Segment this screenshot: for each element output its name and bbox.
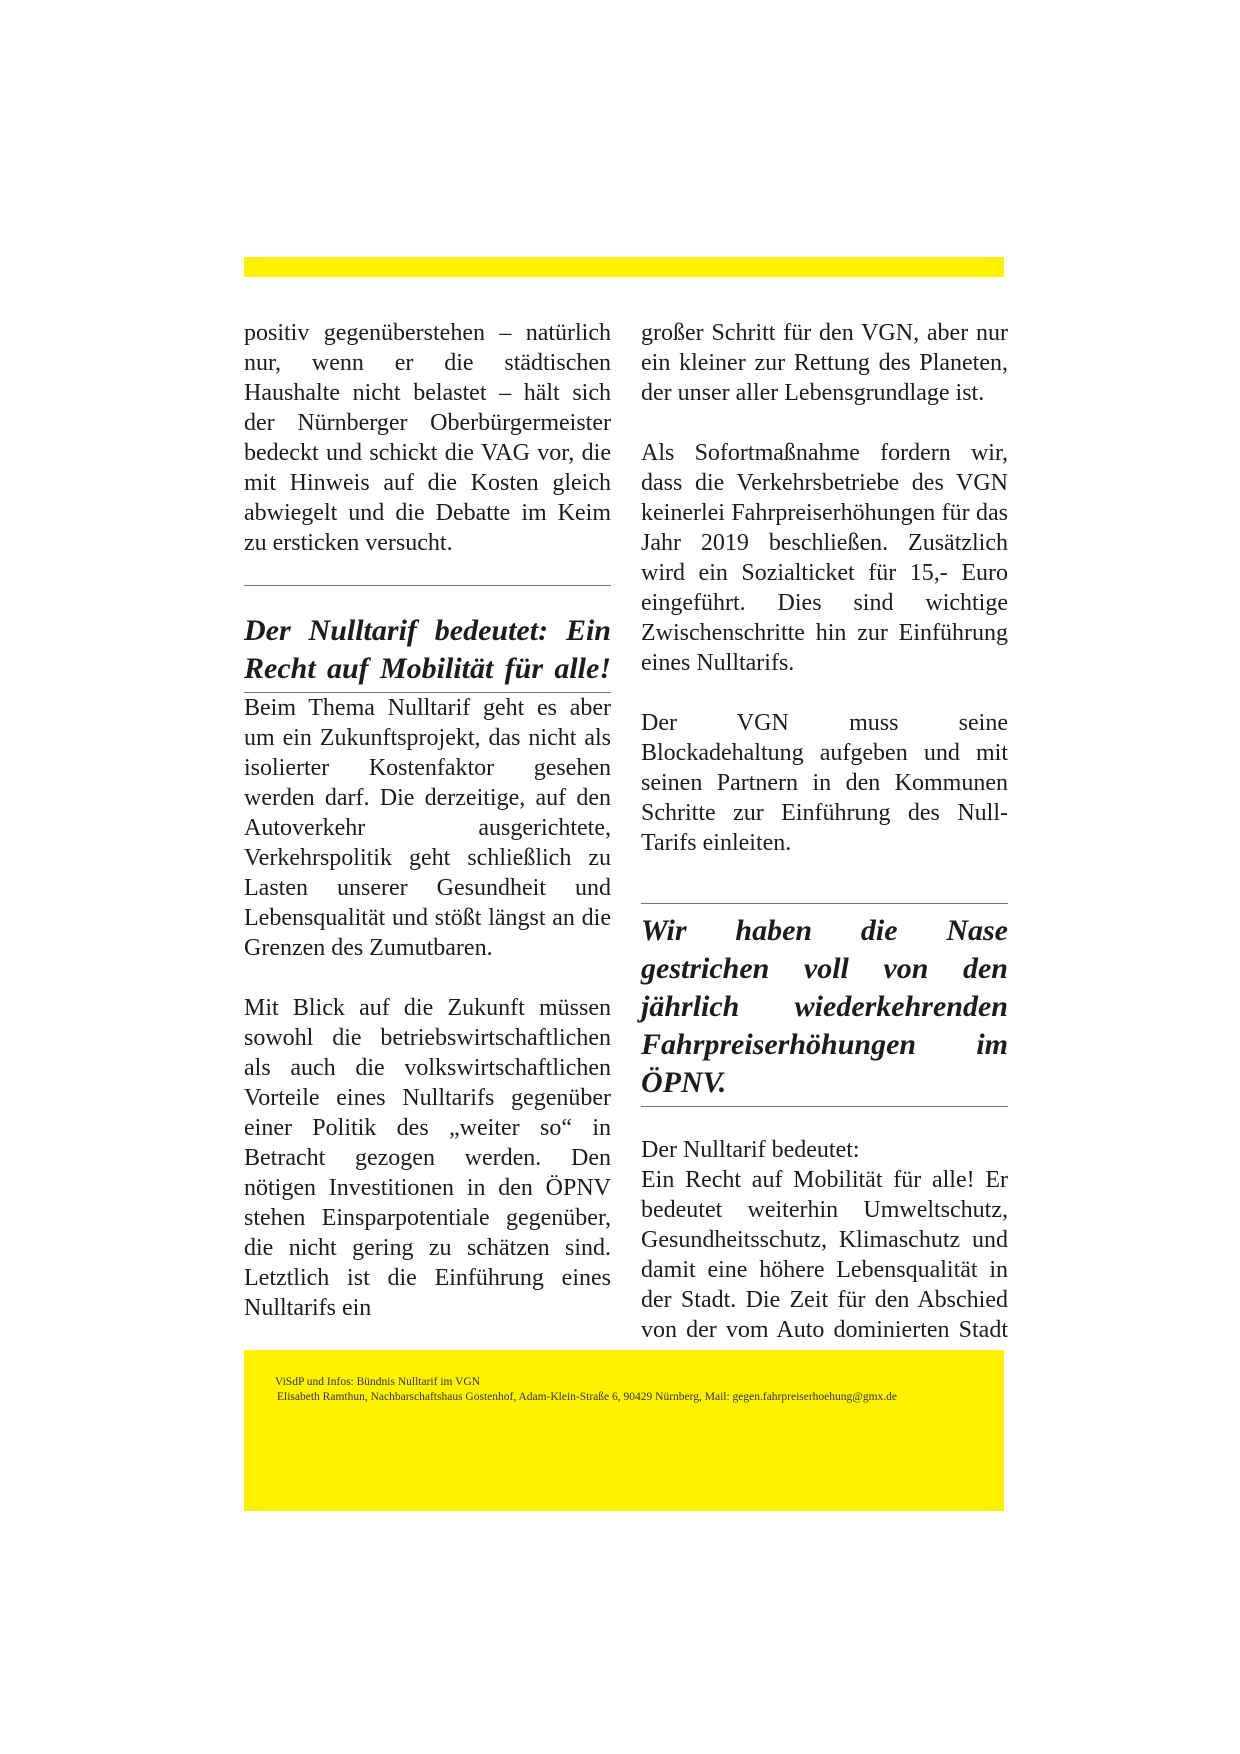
- right-closing-block: [641, 1135, 1008, 1375]
- headline-rule-top: [244, 585, 611, 586]
- left-paragraph-1: positiv gegenüberstehen – natürlich nur, wenn er die städtischen Haushalte nicht belastet – hält sich der Nürnberger Oberbürgermeister bedeckt und schickt die VAG vor, die mit Hinweis auf die Kosten gleich abwiegelt und die Debatte im Keim zu ersticken versucht.: [244, 320, 611, 556]
- headline-rule-bottom-right: [641, 1106, 1008, 1107]
- right-paragraph-4-intro: Der Nulltarif bedeutet:: [641, 1137, 860, 1163]
- footer-address-line: Elisabeth Ramthun, Nachbarschaftshaus Gostenhof, Adam-Klein-Straße 6, 90429 Nürnberg, Mail: gegen.fahrpreiserhoehung@gmx.de: [277, 1391, 898, 1403]
- headline-fahrpreiserhoehungen: Wir haben die Nase gestrichen voll von den jährlich wiederkehrenden Fahrpreiserhöhungen im ÖPNV.: [641, 914, 1008, 1099]
- left-column: [244, 318, 611, 1323]
- headline-block-right: [641, 912, 1008, 1102]
- footer-visdp-line: ViSdP und Infos: Bündnis Nulltarif im VGN: [275, 1376, 481, 1388]
- headline-block-left: [244, 612, 611, 688]
- right-paragraph-4: Ein Recht auf Mobilität für alle! Er bedeutet weiterhin Umweltschutz, Gesundheitsschutz, Klimaschutz und damit eine höhere Lebensqualität in der Stadt. Die Zeit für den Abschied von der vom Auto dominierten Stadt: [641, 1167, 1008, 1343]
- top-accent-bar: [244, 257, 1004, 277]
- footer-text: [275, 1375, 897, 1405]
- footer-imprint-box: [244, 1350, 1004, 1511]
- right-paragraph-1: großer Schritt für den VGN, aber nur ein kleiner zur Rettung des Planeten, der unser aller Lebensgrundlage ist.: [641, 320, 1008, 406]
- headline-rule-top-right: [641, 903, 1008, 904]
- headline-nulltarif: Der Nulltarif bedeutet: Ein Recht auf Mobilität für alle!: [244, 614, 611, 685]
- right-paragraph-2: Als Sofortmaßnahme fordern wir, dass die Verkehrsbetriebe des VGN keinerlei Fahrpreiserhöhungen für das Jahr 2019 beschließen. Zusätzlich wird ein Sozialticket für 15,- Euro eingeführt. Dies sind wichtige Zwischenschritte hin zur Einführung eines Nulltarifs.: [641, 440, 1008, 676]
- left-paragraph-3: Mit Blick auf die Zukunft müssen sowohl die betriebswirtschaftlichen als auch die volkswirtschaftlichen Vorteile eines Nulltarifs gegenüber einer Politik des „weiter so“ in Betracht gezogen werden. Den nötigen Investitionen in den ÖPNV stehen Einsparpotentiale gegenüber, die nicht gering zu schätzen sind. Letztlich ist die Einführung eines Nulltarifs ein: [244, 995, 611, 1321]
- left-paragraph-2: Beim Thema Nulltarif geht es aber um ein Zukunftsprojekt, das nicht als isolierter Kostenfaktor gesehen werden darf. Die derzeitige, auf den Autoverkehr ausgerichtete, Verkehrspolitik geht schließlich zu Lasten unserer Gesundheit und Lebensqualität und stößt längst an die Grenzen des Zumutbaren.: [244, 695, 611, 961]
- right-paragraph-3: Der VGN muss seine Blockadehaltung aufgeben und mit seinen Partnern in den Kommunen Schritte zur Einführung des Null-Tarifs einleiten.: [641, 710, 1008, 856]
- right-column: [641, 318, 1008, 1375]
